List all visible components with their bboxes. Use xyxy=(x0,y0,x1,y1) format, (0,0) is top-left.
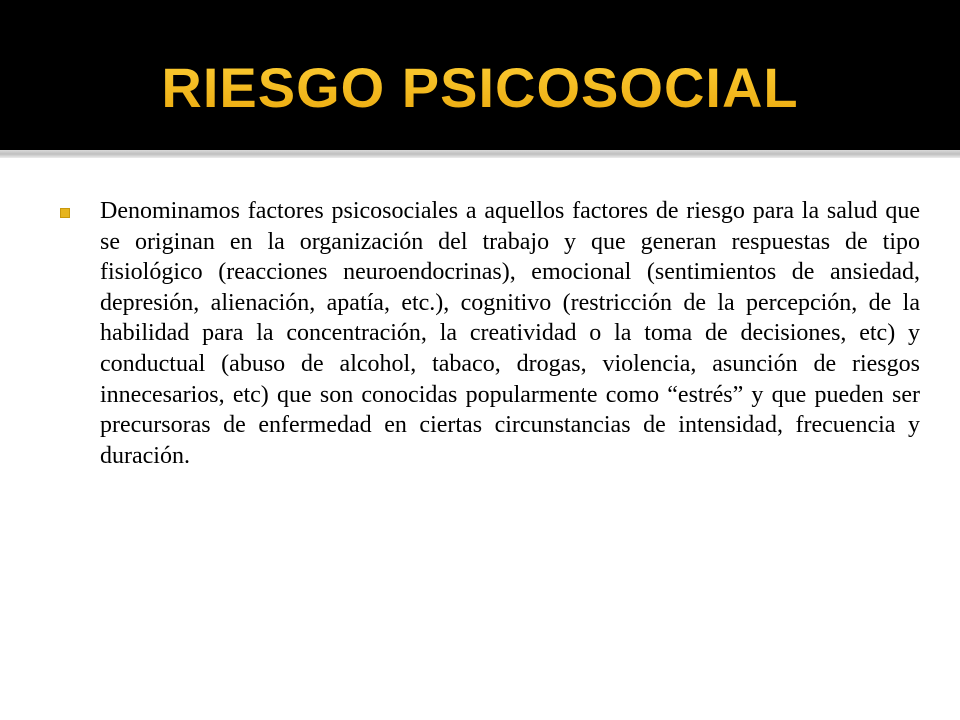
square-bullet-icon xyxy=(60,208,70,218)
title-divider xyxy=(0,150,960,158)
bullet-text: Denominamos factores psicosociales a aquellos factores de riesgo para la salud que se originan en la organización del trabajo y que generan respuestas de tipo fisiológico (reacciones neuroendocrinas), emocional (sentimientos de ansiedad, depresión, alienación, apatía, etc.), cognitivo (restricción de la percepción, de la habilidad para la concentración, la creatividad o la toma de decisiones, etc) y conductual (abuso de alcohol, tabaco, drogas, violencia, asunción de riesgos innecesarios, etc) que son conocidas popularmente como “estrés” y que pueden ser precursoras de enfermedad en ciertas circunstancias de intensidad, frecuencia y duración. xyxy=(100,198,920,469)
slide-title: RIESGO PSICOSOCIAL xyxy=(0,48,960,128)
bullet-item xyxy=(60,196,920,471)
slide-content xyxy=(60,196,920,471)
